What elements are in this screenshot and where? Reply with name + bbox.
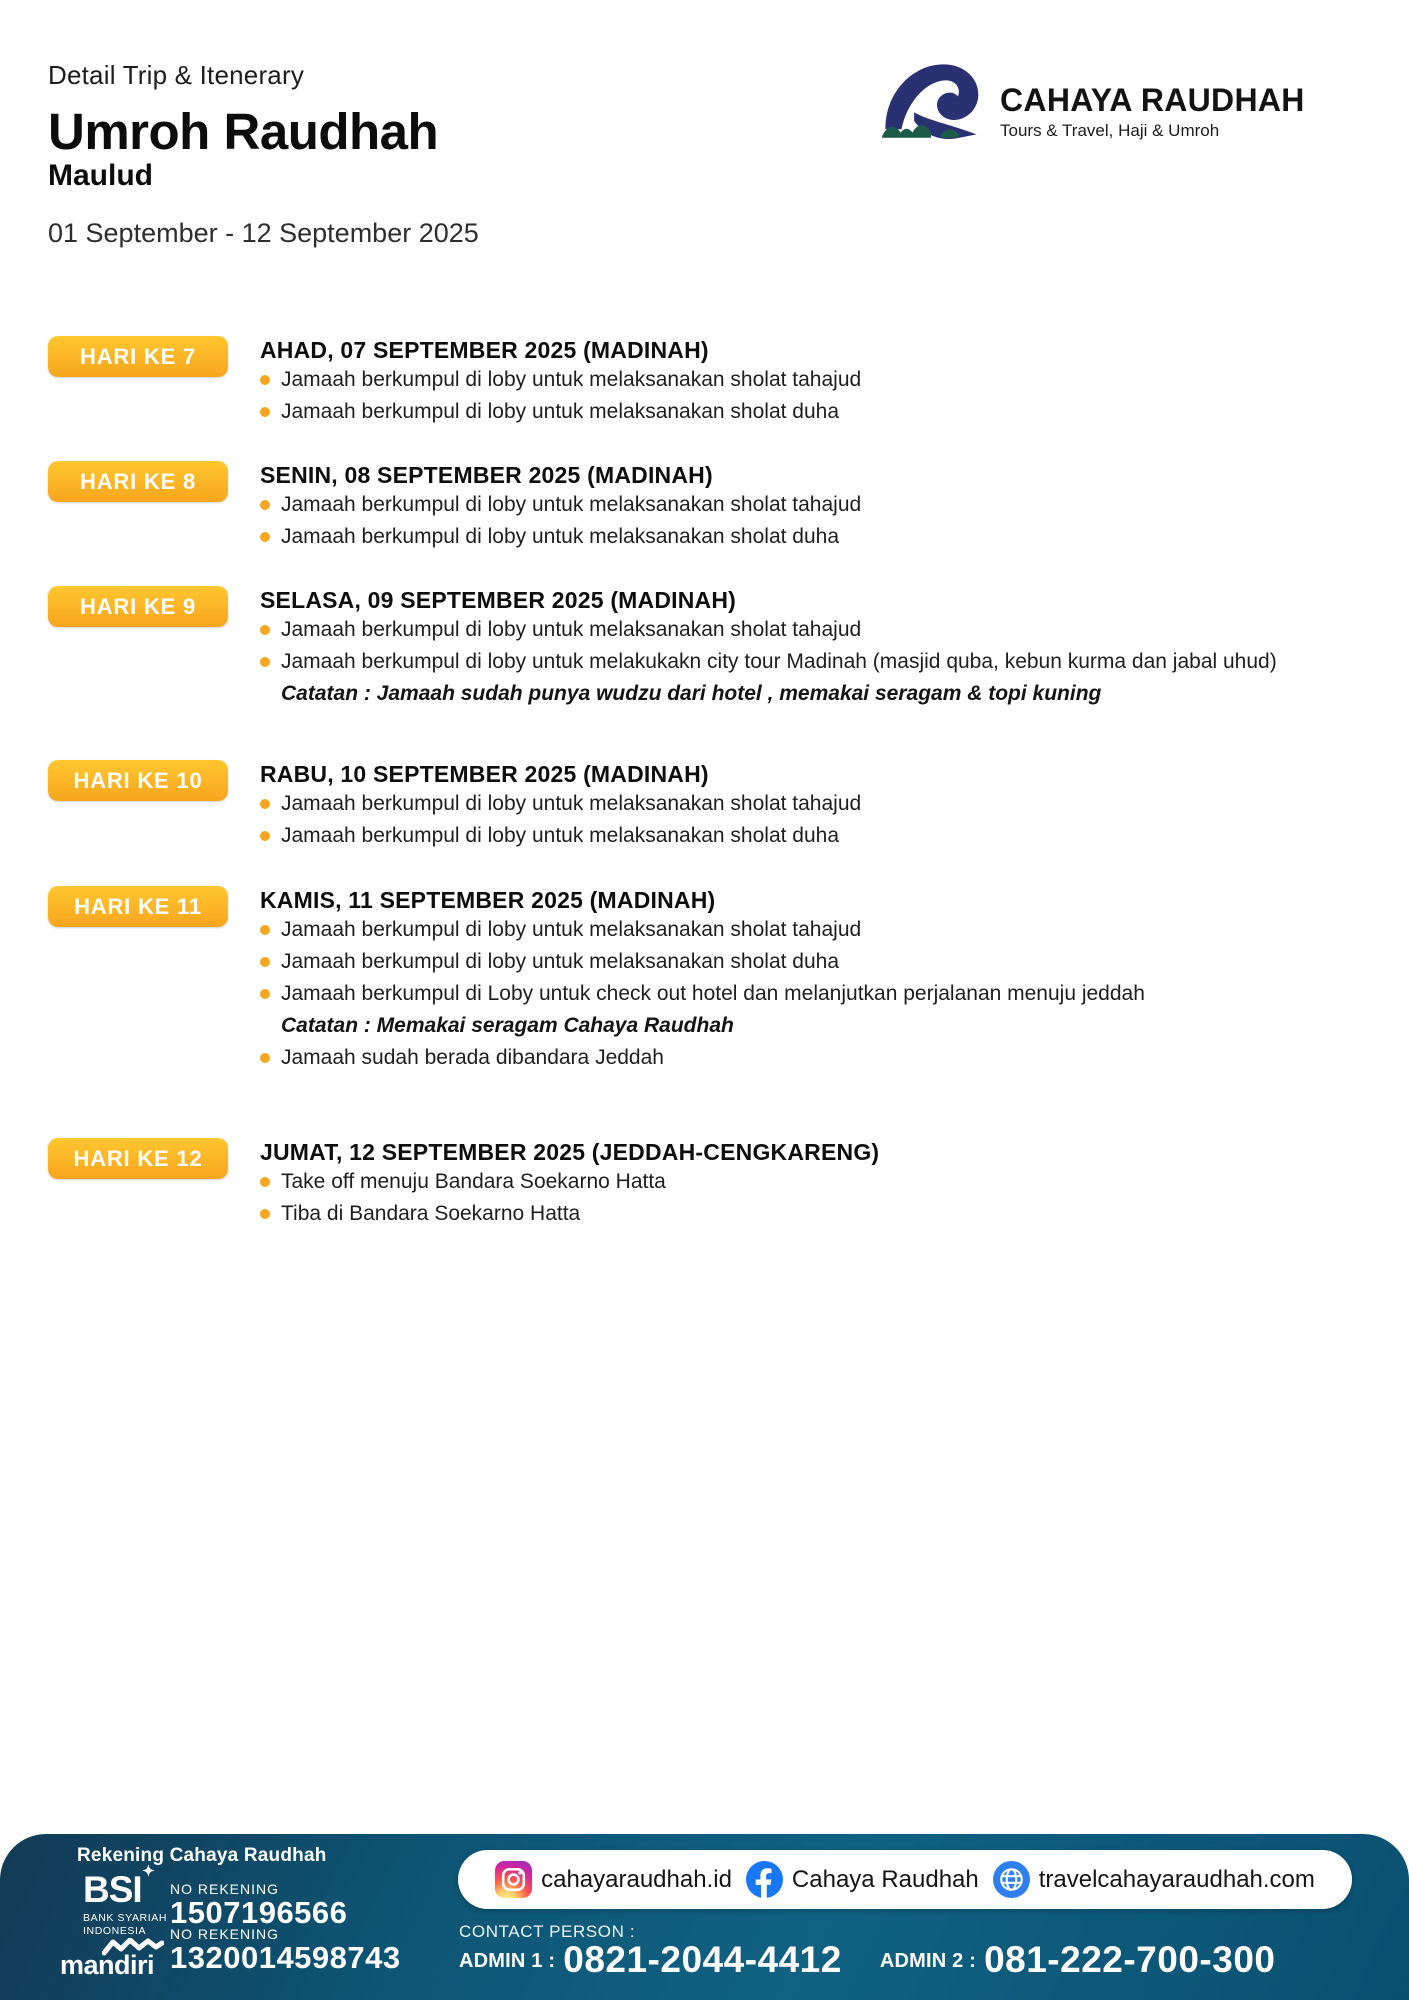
day-heading: RABU, 10 SEPTEMBER 2025 (MADINAH) (260, 761, 709, 787)
day-section (0, 1138, 1409, 1230)
account-number: 1507196566 (170, 1895, 348, 1930)
mandiri-bank-logo (60, 1938, 170, 1979)
day-items (260, 614, 1364, 710)
day-heading: SELASA, 09 SEPTEMBER 2025 (MADINAH) (260, 587, 737, 613)
day-heading: JUMAT, 12 SEPTEMBER 2025 (JEDDAH-CENGKARENG) (260, 1139, 880, 1165)
day-badge-label: HARI KE 11 (74, 893, 202, 919)
day-badge-label: HARI KE 12 (73, 1145, 203, 1171)
itinerary-item-text: Jamaah sudah berada dibandara Jeddah (281, 1046, 664, 1069)
instagram-icon (495, 1861, 532, 1898)
itinerary-item-text: Jamaah berkumpul di loby untuk melaksanakan sholat tahajud (281, 792, 862, 815)
itinerary-item (260, 788, 1364, 820)
day-section (0, 461, 1409, 553)
cahaya-raudhah-logo-icon (872, 56, 990, 152)
rekening-title: Rekening Cahaya Raudhah (77, 1845, 327, 1866)
itinerary-item-text: Tiba di Bandara Soekarno Hatta (281, 1202, 581, 1225)
bank-account-bsi (170, 1881, 347, 1930)
day-section (0, 336, 1409, 428)
itinerary-item-text: Jamaah berkumpul di loby untuk melakukakn city tour Madinah (masjid quba, kebun kurma dan jabal uhud) (281, 650, 1277, 673)
itinerary-item (260, 914, 1364, 946)
bullet-dot-icon (260, 625, 270, 635)
day-items (260, 914, 1364, 1074)
bullet-dot-icon (260, 831, 270, 841)
day-badge (48, 336, 228, 377)
itinerary-item (260, 946, 1364, 978)
itinerary-item-text: Jamaah berkumpul di Loby untuk check out hotel dan melanjutkan perjalanan menuju jeddah (281, 982, 1145, 1005)
day-badge-label: HARI KE 8 (80, 468, 196, 494)
bullet-dot-icon (260, 657, 270, 667)
day-items (260, 364, 1364, 428)
day-heading: AHAD, 07 SEPTEMBER 2025 (MADINAH) (260, 337, 709, 363)
page-subtitle: Maulud (48, 158, 153, 192)
bullet-dot-icon (260, 407, 270, 417)
bsi-star-icon: ✦ (142, 1863, 154, 1880)
bullet-dot-icon (260, 500, 270, 510)
brand-logo (872, 56, 1305, 152)
document-kicker: Detail Trip & Itenerary (48, 60, 305, 90)
itinerary-item (260, 1198, 1364, 1230)
brand-name: CAHAYA RAUDHAH (1000, 81, 1305, 118)
instagram-link[interactable] (495, 1861, 732, 1898)
facebook-icon (746, 1861, 783, 1898)
social-links-pill (458, 1850, 1352, 1909)
day-items (260, 788, 1364, 852)
bsi-sub-text: BANK SYARIAH INDONESIA (83, 1912, 168, 1938)
bullet-dot-icon (260, 989, 270, 999)
account-label: NO REKENING (170, 1926, 280, 1942)
facebook-handle: Cahaya Raudhah (791, 1865, 979, 1893)
contact-admins (459, 1940, 1275, 1981)
itinerary-item (260, 396, 1364, 428)
itinerary-item (260, 646, 1364, 678)
trip-date-range: 01 September - 12 September 2025 (48, 217, 479, 248)
day-badge-label: HARI KE 10 (73, 767, 203, 793)
bullet-dot-icon (260, 925, 270, 935)
bsi-wordmark: BSI ✦ (83, 1863, 154, 1910)
itinerary-item (260, 978, 1364, 1010)
account-number: 1320014598743 (170, 1940, 401, 1975)
bsi-bank-logo (83, 1863, 173, 1938)
admin-2-phone: 081-222-700-300 (984, 1939, 1276, 1980)
contact-person-label: CONTACT PERSON : (459, 1922, 636, 1941)
website-link[interactable] (993, 1861, 1315, 1898)
day-heading: SENIN, 08 SEPTEMBER 2025 (MADINAH) (260, 462, 713, 488)
bullet-dot-icon (260, 799, 270, 809)
day-badge-label: HARI KE 9 (80, 593, 196, 619)
admin-1-label: ADMIN 1 : (459, 1950, 556, 1972)
admin-2-label: ADMIN 2 : (879, 1950, 977, 1972)
footer (0, 1834, 1409, 2000)
bullet-dot-icon (260, 532, 270, 542)
itinerary-item (260, 614, 1364, 646)
itinerary-item (260, 489, 1364, 521)
itinerary-item-text: Jamaah berkumpul di loby untuk melaksanakan sholat duha (281, 950, 840, 973)
day-heading: KAMIS, 11 SEPTEMBER 2025 (MADINAH) (260, 887, 716, 913)
itinerary-item-text: Jamaah berkumpul di loby untuk melaksanakan sholat duha (281, 525, 840, 548)
bullet-dot-icon (260, 1053, 270, 1063)
itinerary-item (260, 1166, 1364, 1198)
itinerary-item (260, 1042, 1364, 1074)
page-header (48, 60, 479, 249)
day-badge (48, 760, 228, 801)
page-title: Umroh Raudhah (48, 103, 439, 160)
day-items (260, 489, 1364, 553)
admin-1-phone: 0821-2044-4412 (563, 1939, 842, 1980)
globe-icon (993, 1861, 1030, 1898)
admin-2-contact[interactable] (880, 1940, 1276, 1981)
day-section (0, 886, 1409, 1074)
brand-tagline: Tours & Travel, Haji & Umroh (1000, 120, 1220, 140)
day-section (0, 760, 1409, 852)
itinerary-item-text: Jamaah berkumpul di loby untuk melaksanakan sholat duha (281, 400, 840, 423)
itinerary-item (260, 521, 1364, 553)
day-badge (48, 461, 228, 502)
instagram-handle: cahayaraudhah.id (541, 1865, 732, 1893)
bullet-dot-icon (260, 1209, 270, 1219)
admin-1-contact[interactable] (459, 1940, 842, 1981)
day-section (0, 586, 1409, 710)
website-url: travelcahayaraudhah.com (1038, 1865, 1315, 1893)
itinerary-item-text: Jamaah berkumpul di loby untuk melaksanakan sholat tahajud (281, 618, 862, 641)
itinerary-item-text: Jamaah berkumpul di loby untuk melaksanakan sholat tahajud (281, 493, 862, 516)
itinerary-item (260, 820, 1364, 852)
bank-account-mandiri (170, 1926, 401, 1975)
itinerary-note: Catatan : Memakai seragam Cahaya Raudhah (281, 1014, 734, 1037)
itinerary-item-text: Jamaah berkumpul di loby untuk melaksanakan sholat tahajud (281, 368, 862, 391)
bullet-dot-icon (260, 375, 270, 385)
bullet-dot-icon (260, 1177, 270, 1187)
day-badge-label: HARI KE 7 (80, 343, 196, 369)
account-label: NO REKENING (170, 1881, 280, 1897)
day-items (260, 1166, 1364, 1230)
facebook-link[interactable] (746, 1861, 979, 1898)
mandiri-wordmark: mandiri (60, 1950, 155, 1980)
day-badge (48, 886, 228, 927)
itinerary-item (260, 364, 1364, 396)
itinerary-item-text: Jamaah berkumpul di loby untuk melaksanakan sholat tahajud (281, 918, 862, 941)
itinerary-item-text: Jamaah berkumpul di loby untuk melaksanakan sholat duha (281, 824, 840, 847)
bullet-dot-icon (260, 957, 270, 967)
day-badge (48, 586, 228, 627)
itinerary-note: Catatan : Jamaah sudah punya wudzu dari hotel , memakai seragam & topi kuning (281, 682, 1102, 705)
itinerary-item-text: Take off menuju Bandara Soekarno Hatta (281, 1170, 666, 1193)
day-badge (48, 1138, 228, 1179)
